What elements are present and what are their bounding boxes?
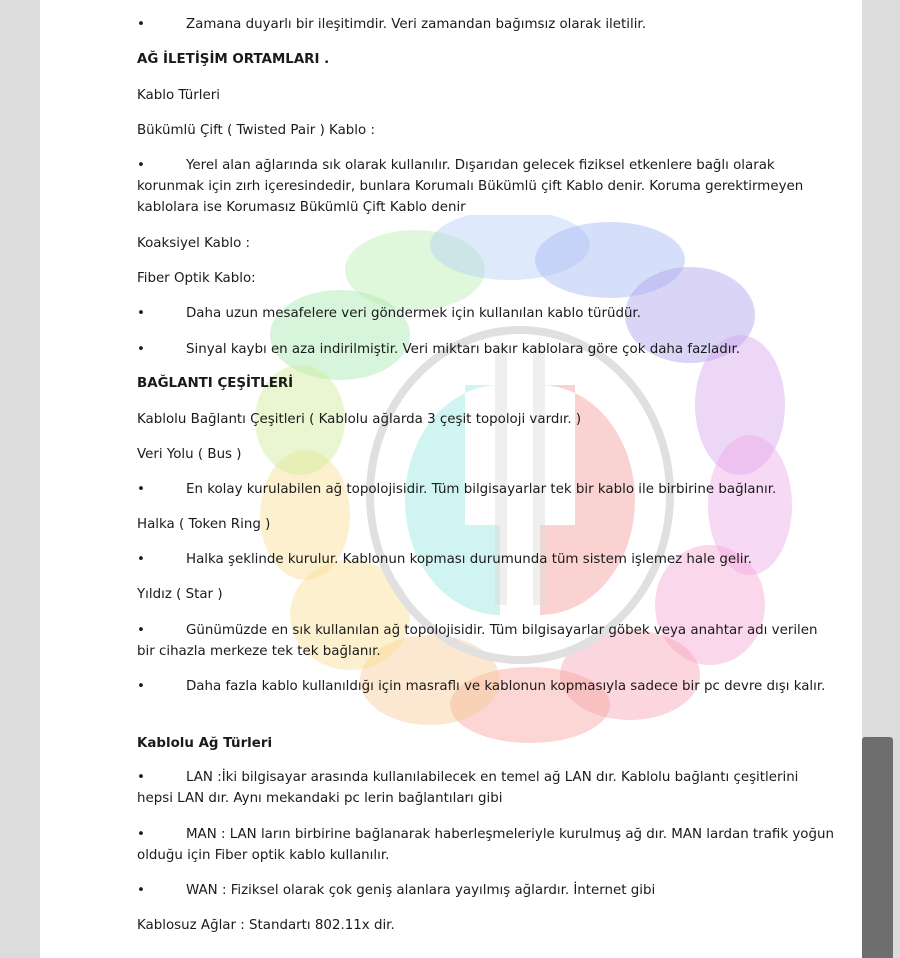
paragraph: Koaksiyel Kablo : <box>137 236 251 251</box>
bullet-marker: • <box>137 770 145 785</box>
list-item-text: Daha uzun mesafelere veri göndermek için kullanılan kablo türüdür. <box>186 306 641 321</box>
list-item-text: En kolay kurulabilen ağ topolojisidir. Tüm bilgisayarlar tek bir kablo ile birbirine bağlanır. <box>186 482 777 497</box>
bullet-marker: • <box>137 883 145 898</box>
document-page <box>40 0 862 958</box>
paragraph: Kablo Türleri <box>137 88 220 103</box>
paragraph: Halka ( Token Ring ) <box>137 517 271 532</box>
list-item <box>137 339 837 360</box>
list-item-text: Zamana duyarlı bir ileşitimdir. Veri zamandan bağımsız olarak iletilir. <box>186 17 646 32</box>
list-item <box>137 767 837 809</box>
bullet-marker: • <box>137 158 145 173</box>
list-item-text: MAN : LAN ların birbirine bağlanarak haberleşmeleriyle kurulmuş ağ dır. MAN lardan trafik yoğun olduğu için Fiber optik kablo kullanılır. <box>137 827 834 863</box>
list-item-text: Daha fazla kablo kullanıldığı için masraflı ve kablonun kopmasıyla sadece bir pc devre dışı kalır. <box>186 679 826 694</box>
paragraph: Bükümlü Çift ( Twisted Pair ) Kablo : <box>137 123 375 138</box>
bullet-marker: • <box>137 827 145 842</box>
list-item <box>137 303 837 324</box>
list-item <box>137 155 837 218</box>
list-item <box>137 676 837 697</box>
bullet-marker: • <box>137 342 145 357</box>
list-item <box>137 479 837 500</box>
paragraph: Kablosuz Ağlar : Standartı 802.11x dir. <box>137 918 395 933</box>
list-item <box>137 824 837 866</box>
bullet-marker: • <box>137 17 145 32</box>
scrollbar-thumb[interactable] <box>862 737 893 958</box>
bullet-marker: • <box>137 623 145 638</box>
section-heading: BAĞLANTI ÇEŞİTLERİ <box>137 376 294 391</box>
bullet-marker: • <box>137 306 145 321</box>
section-heading: Kablolu Ağ Türleri <box>137 736 273 751</box>
list-item-text: Yerel alan ağlarında sık olarak kullanılır. Dışarıdan gelecek fiziksel etkenlere bağlı olarak korunmak için zırh içeresindedir, bunlara Korumalı Bükümlü çift Kablo denir. Koruma gerektirmeyen kablolara ise Korumasız Bükümlü Çift Kablo denir <box>137 158 804 215</box>
paragraph: Fiber Optik Kablo: <box>137 271 256 286</box>
list-item-text: Günümüzde en sık kullanılan ağ topolojisidir. Tüm bilgisayarlar göbek veya anahtar adı verilen bir cihazla merkeze tek tek bağlanır. <box>137 623 818 659</box>
paragraph: Kablolu Bağlantı Çeşitleri ( Kablolu ağlarda 3 çeşit topoloji vardır. ) <box>137 412 582 427</box>
bullet-marker: • <box>137 679 145 694</box>
section-heading: AĞ İLETİŞİM ORTAMLARI . <box>137 52 330 67</box>
paragraph: Veri Yolu ( Bus ) <box>137 447 242 462</box>
list-item-text: LAN :İki bilgisayar arasında kullanılabilecek en temel ağ LAN dır. Kablolu bağlantı çeşitlerini hepsi LAN dır. Aynı mekandaki pc lerin bağlantıları gibi <box>137 770 799 806</box>
list-item <box>137 880 837 901</box>
paragraph: Yıldız ( Star ) <box>137 587 223 602</box>
list-item <box>137 549 837 570</box>
bullet-marker: • <box>137 482 145 497</box>
list-item <box>137 620 837 662</box>
list-item <box>137 14 837 35</box>
list-item-text: WAN : Fiziksel olarak çok geniş alanlara yayılmış ağlardır. İnternet gibi <box>186 883 656 898</box>
list-item-text: Sinyal kaybı en aza indirilmiştir. Veri miktarı bakır kablolara göre çok daha fazladır. <box>186 342 741 357</box>
list-item-text: Halka şeklinde kurulur. Kablonun kopması durumunda tüm sistem işlemez hale gelir. <box>186 552 753 567</box>
bullet-marker: • <box>137 552 145 567</box>
